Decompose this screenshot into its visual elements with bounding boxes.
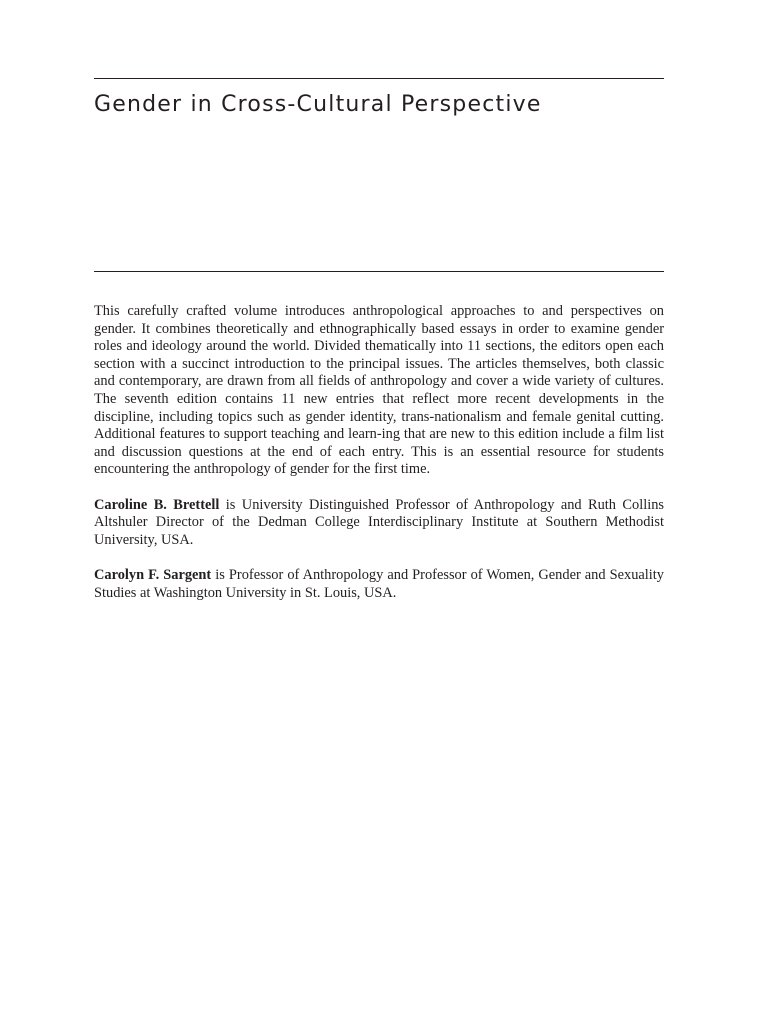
author-bio-2 <box>94 567 664 602</box>
author-name-2: Carolyn F. Sargent <box>94 566 212 583</box>
author-name-1: Caroline B. Brettell <box>94 496 220 513</box>
body-text <box>94 303 664 620</box>
author-bio-1 <box>94 497 664 550</box>
book-description: This carefully crafted volume introduces anthropological approaches to and perspectives on gender. It combines theoretically and ethnographically based essays in order to examine gender roles and ideology around the world. Divided thematically into 11 sections, the editors open each section with a succinct introduction to the principal issues. The articles themselves, both classic and contemporary, are drawn from all fields of anthropology and cover a wide variety of cultures. The seventh edition contains 11 new entries that reflect more recent developments in the discipline, including topics such as gender identity, trans-nationalism and female genital cutting. Additional features to support teaching and learn-ing that are new to this edition include a film list and discussion questions at the end of each entry. This is an essential resource for students encountering the anthropology of gender for the first time. <box>94 303 664 478</box>
bottom-rule <box>94 271 664 272</box>
top-rule <box>94 78 664 79</box>
book-title: Gender in Cross-Cultural Perspective <box>94 92 542 117</box>
author-bio-text-1: is University Distinguished Professor of Anthropology and Ruth Collins Altshuler Director of the Dedman College Interdisciplinary Institute at Southern Methodist University, USA. <box>94 496 664 548</box>
author-bio-text-2: is Professor of Anthropology and Professor of Women, Gender and Sexuality Studies at Washington University in St. Louis, USA. <box>94 566 664 601</box>
